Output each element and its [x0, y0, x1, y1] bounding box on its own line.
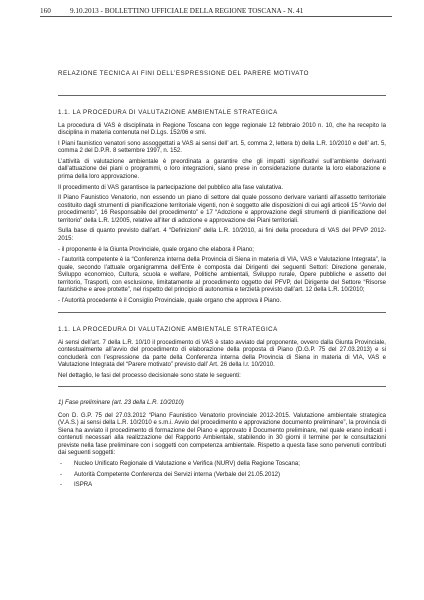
list-item	[58, 482, 386, 490]
bullet-marker: -	[60, 482, 63, 489]
page-number: 160	[40, 7, 51, 15]
paragraph: Il procedimento di VAS garantisce la partecipazione del pubblico alla fase valutativa.	[58, 184, 284, 191]
paragraph: Ai sensi dell’art. 7 della L.R. 10/10 il procedimento di VAS è stato avviato dal proponente, ovvero dalla Giunta Provinciale, contestualmente all’avvio del procedimento di elaborazione della proposta di Piano (D.G.P. 75 del 27.03.2013) e si concluderà con l’espressione da parte della Conferenza interna della Provincia di Siena in materia di VIA, VAS e Valutazione Integrata del “Parere motivato” previsto dall’ Art. 26 della l.r. 10/2010.	[58, 339, 386, 368]
subsection-heading: 1) Fase preliminare (art. 23 della L.R. 10/2010)	[58, 400, 184, 407]
paragraph: Nel dettaglio, le fasi del processo decisionale sono state le seguenti:	[58, 372, 241, 379]
bullet-marker: -	[60, 471, 63, 478]
paragraph: L’attività di valutazione ambientale è preordinata a garantire che gli impatti significativi sull’ambiente derivanti dall’attuazione dei piani o programmi, o loro integrazioni, siano prese in considerazione durante la loro elaborazione e prima della loro approvazione.	[58, 158, 386, 180]
paragraph: - il proponente è la Giunta Provinciale, quale organo che elabora il Piano;	[58, 246, 254, 253]
section-divider	[58, 312, 386, 313]
paragraph: Il Piano Faunistico Venatorio, non essendo un piano di settore dal quale possono derivare varianti all’assetto territoriale costituito dagli strumenti di pianificazione territoriale vigenti, non è soggetto alle disposizioni di cui agli articoli 15 “Avvio del procedimento”, 16 Responsabile del procedimento” e 17 “Adozione e approvazione degli strumenti di pianificazione del territorio” della L.R. 1/2005, relative all’iter di adozione e approvazione dei Piani territoriali.	[58, 195, 386, 224]
paragraph: La procedura di VAS è disciplinata in Regione Toscana con legge regionale 12 febbraio 2010 n. 10, che ha recepito la disciplina in materia contenuta nel D.Lgs. 152/06 e smi.	[58, 122, 386, 136]
list-item	[58, 461, 386, 469]
document-body	[58, 70, 386, 493]
document-title: RELAZIONE TECNICA AI FINI DELL’ESPRESSIONE DEL PARERE MOTIVATO	[58, 70, 309, 77]
paragraph: - l’Autorità procedente è il Consiglio Provinciale, quale organo che approva il Piano.	[58, 298, 282, 304]
list-item-text: ISPRA	[74, 482, 93, 489]
paragraph: - l’autorità competente è la “Conferenza interna della Provincia di Siena in materia di VIA, VAS e Valutazione Integrata”, la quale, secondo l’attuale organigramma dell’Ente è composta dai Dirigenti dei seguenti Settori: Direzione generale, Sviluppo economico, Cultura, scuola e welfare, Politiche ambientali, Sviluppo rurale, Opere pubbliche e assetto del territorio, Trasporti, con esclusione, limitatamente al procedimento oggetto del PFVP, del Dirigente del Settore “Risorse faunistiche e aree protette”, nel rispetto del principio di autonomia e terzietà previsto dall’art. 12 della L.R. 10/2010;	[58, 257, 386, 294]
header-title: 9.10.2013 - BOLLETTINO UFFICIALE DELLA REGIONE TOSCANA - N. 41	[70, 7, 304, 15]
header-rule	[40, 16, 392, 17]
section-divider	[58, 95, 386, 96]
paragraph: I Piani faunistico venatori sono assoggettati a VAS ai sensi dell’ art. 5, comma 2, lettera b) della L.R. 10/2010 e dell’ art. 5, comma 2 del D.P.R. 8 settembre 1997, n. 152.	[58, 140, 386, 155]
list-item-text: Nucleo Unificato Regionale di Valutazione e Verifica (NURV) della Regione Toscana;	[74, 460, 300, 467]
section-divider	[58, 386, 386, 387]
list-item-text: Autorità Competente Conferenza dei Servizi interna (Verbale del 21.05.2012)	[74, 471, 281, 478]
paragraph: Sulla base di quanto previsto dall’art. 4 “Definizioni” della L.R. 10/2010, ai fini della procedura di VAS del PFVP 2012-2015:	[58, 228, 386, 242]
list-item	[58, 472, 386, 480]
section-heading: 1.1. LA PROCEDURA DI VALUTAZIONE AMBIENTALE STRATEGICA	[58, 108, 278, 116]
paragraph: Con D. G.P. 75 del 27.03.2012 “Piano Faunistico Venatorio provinciale 2012-2015. Valutazione ambientale strategica (V.A.S.) ai sensi della L.R. 10/2010 e s.m.i. Avvio del procedimento e approvazione documento preliminare”, la provincia di Siena ha avviato il procedimento di formazione del Piano e approvato il Documento preliminare, nel quale erano indicati i contenuti necessari alla realizzazione del Rapporto Ambientale, stabilendo in 30 giorni il termine per le consultazioni previste nella fase preliminare con i soggetti con competenza ambientale. Rispetto a questa fase sono pervenuti contributi dai seguenti soggetti:	[58, 412, 386, 457]
section-heading: 1.1. LA PROCEDURA DI VALUTAZIONE AMBIENTALE STRATEGICA	[58, 325, 278, 333]
bullet-marker: -	[60, 460, 63, 467]
